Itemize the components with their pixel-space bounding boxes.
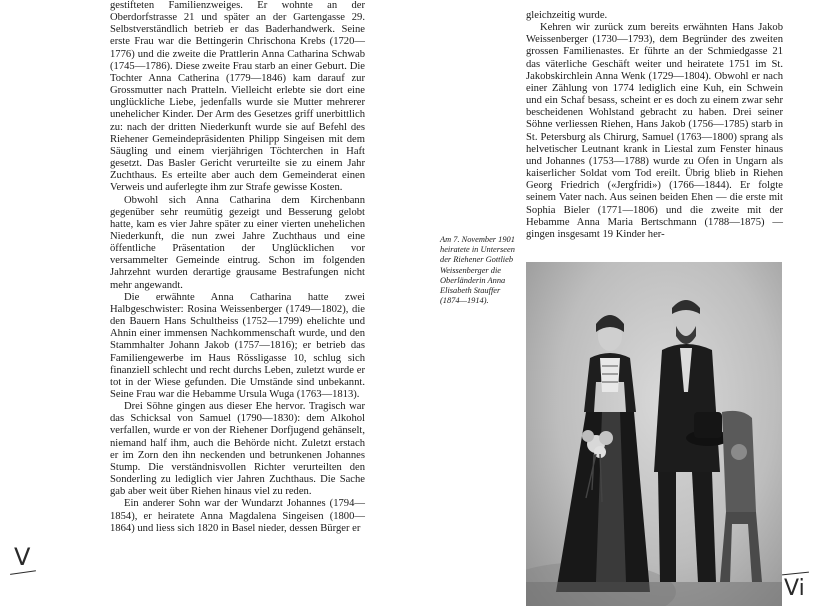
left-text-column: [110, 0, 365, 535]
paragraph: Ein anderer Sohn war der Wundarzt Johannes (1794—1854), er heiratete Anna Magdalena Singeisen (1800—1864) und liess sich 1820 in Basel nieder, dessen Bürger er: [110, 498, 365, 534]
right-text-column: [526, 10, 783, 241]
ornate-chair: [720, 411, 762, 582]
wedding-photo-illustration: [526, 262, 782, 606]
paragraph: gleichzeitig wurde.: [526, 10, 608, 21]
handwritten-page-mark-left: V: [14, 543, 31, 571]
paragraph: Kehren wir zurück zum bereits erwähnten Hans Jakob Weissenberger (1730—1793), dem Begründer des zweiten grossen Familienastes. Er führte an der Schmiedgasse 21 das väterliche Geschäft weiter und heiratete 1751 im St. Jakobskirchlein Anna Wenk (1729—1804). Obwohl er nach einer Zählung von 1774 lediglich eine Kuh, ein Schwein und ein Schaf besass, scheint er es doch zu einem zwar sehr bescheidenen Wohlstand gebracht zu haben. Drei seiner Söhne verliessen Riehen, Hans Jakob (1756—1785) starb in St. Petersburg als Chirurg, Samuel (1763—1800) sprang als helvetischer Leutnant krank in Liestal zum Fenster hinaus und Johannes (1753—1788) wurde zu Ofen in Ungarn als kaiserlicher Soldat vom Tod ereilt. Übrig blieb in Riehen Georg Friedrich («Jergfridi») (1766—1844). Er folgte seinem Vater nach. Aus seinen beiden Ehen — die erste mit Sophia Bieler (1771—1806) und die zweite mit der Hebamme Anna Maria Bertschmann (1788—1875) — gingen insgesamt 19 Kinder her-: [526, 22, 783, 240]
paragraph: Obwohl sich Anna Catharina dem Kirchenbann gegenüber sehr reumütig gezeigt und Besserung gelobt hatte, kam es vier Jahre später zu einer vierten unehelichen Niederkunft, die nun zwei Jahre Zuchthaus und eine öffentliche Präsentation der Unglücklichen vor versammelter Gemeinde eintrug. Schon im folgenden Jahrzehnt wurden derartige grausame Bestrafungen nicht mehr angewandt.: [110, 194, 365, 291]
wedding-photograph: [526, 262, 782, 606]
paragraph: Die erwähnte Anna Catharina hatte zwei Halbgeschwister: Rosina Weissenberger (1749—1802), die den Bauern Hans Schultheiss (1752—1799) ehelichte und Ahnin einer immensen Nachkommenschaft wurde, und den Stammhalter Johann Jakob (1757—1816); er betrieb das Familiengewerbe im Haus Rössligasse 10, schlug sich finanziell schlecht und recht durchs Leben, zuletzt wurde er tot in der Wiese gefunden. Die Umstände sind unbekannt. Seine Frau war die Hebamme Ursula Wuga (1763—1813).: [110, 291, 365, 400]
photo-caption: Am 7. November 1901 heiratete in Unterseen der Riehener Gottlieb Weissenberger die Oberländerin Anna Elisabeth Stauffer (1874—1914).: [440, 235, 515, 306]
handwritten-page-mark-right: Vi: [784, 576, 805, 601]
paragraph: Drei Söhne gingen aus dieser Ehe hervor. Tragisch war das Schicksal von Samuel (1790—1830): dem Alkohol verfallen, wurde er von der Riehener Dorfjugend gehänselt, niemand half ihm, auch die Behörde nicht. Zuletzt erstach er im Zorn den ihn neckenden und betrunkenen Johannes Stump. Die verständnisvollen Richter verurteilten den Sonderling zu lediglich vier Jahren Zuchthaus. Die Sache gab aber weit über Riehen hinaus viel zu reden.: [110, 401, 365, 498]
paragraph: gestifteten Familienzweiges. Er wohnte an der Oberdorfstrasse 21 und später an der Gartengasse 29. Selbstverständlich betrieb er das Baderhandwerk. Seine erste Frau war die Bettingerin Chrischona Krebs (1720—1776) und die zweite die Prattlerin Anna Catharina Schwab (1745—1786). Diese zweite Frau starb an einer Geburt. Die Tochter Anna Catherina (1779—1846) kam darauf zur Grossmutter nach Pratteln. Vielleicht erlebte sie dort eine unglückliche Liebe, jedenfalls wurde sie Mutter mehrerer unehelicher Kinder. Der Arm des Gesetzes griff unerbittlich zu: nach der dritten Niederkunft wurde sie auf Befehl des Riehener Gemeindepräsidenten Philipp Singeisen mit dem Säugling und einem vierjährigen Töchterchen in Haft gesetzt. Das Basler Gericht verurteilte sie zu einem Jahr Zuchthaus. Es erteilte aber auch dem Gemeinderat einen Verweis und auferlegte ihm zur Strafe gewisse Kosten.: [110, 0, 365, 194]
